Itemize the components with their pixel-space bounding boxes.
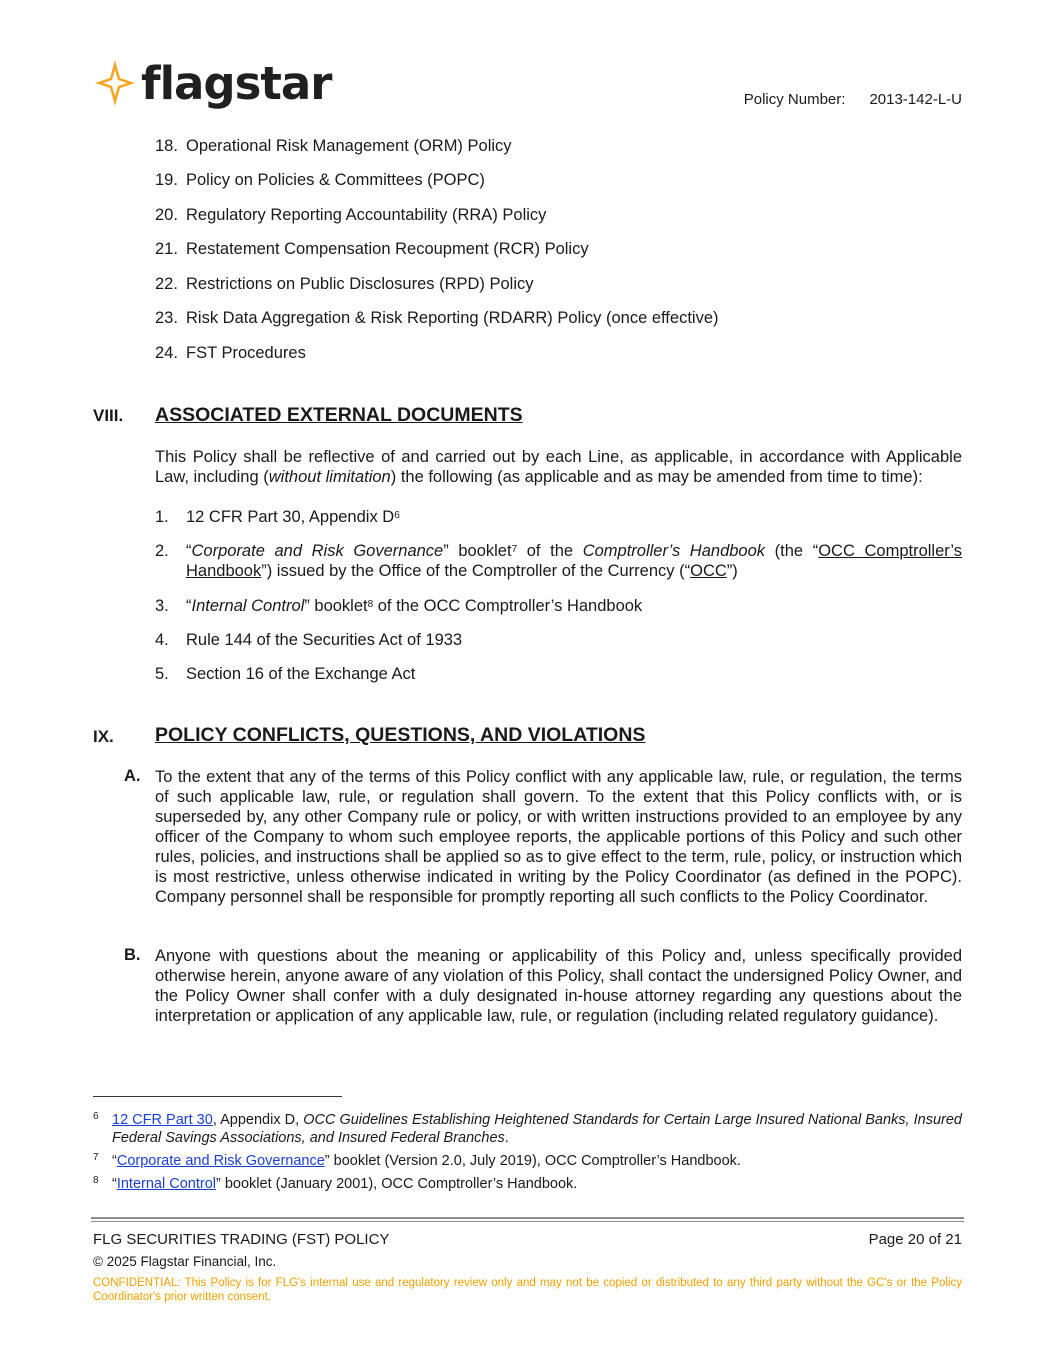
footer-copyright: © 2025 Flagstar Financial, Inc. [93, 1254, 277, 1269]
section-ix-title: POLICY CONFLICTS, QUESTIONS, AND VIOLATIONS [155, 724, 646, 746]
footer-rule [91, 1217, 964, 1219]
section-viii-title: ASSOCIATED EXTERNAL DOCUMENTS [155, 404, 523, 426]
list-item: 20. Regulatory Reporting Accountability (RRA) Policy [155, 206, 547, 224]
external-document-item: 2. “Corporate and Risk Governance” booklet$^7$ of the Comptroller’s Handbook (the “OCC Comptroller’s Handbook”) issued by the Office of the Comptroller of the Currency (“OCC”) [155, 542, 963, 580]
external-document-item: 5. Section 16 of the Exchange Act [155, 665, 416, 683]
list-item: 23. Risk Data Aggregation & Risk Reporting (RDARR) Policy (once effective) [155, 309, 719, 327]
section-ix-number: IX. [93, 727, 114, 746]
footnote-ref[interactable]: 6 [394, 510, 400, 521]
footnote-ref[interactable]: 7 [511, 544, 518, 555]
footnote-ref[interactable]: 8 [367, 599, 374, 610]
list-item: 21. Restatement Compensation Recoupment (RCR) Policy [155, 240, 589, 258]
footnote-8: 8 “Internal Control” booklet (January 2001), OCC Comptroller’s Handbook. [93, 1175, 578, 1192]
defined-term: OCC Comptroller’s Handbook [186, 542, 963, 580]
defined-term: OCC [690, 562, 727, 580]
footer-confidential-notice: CONFIDENTIAL: This Policy is for FLG's internal use and regulatory review only and may not be copied or distributed to any third party without the GC's or the Policy Coordinator's prior written consent. [93, 1277, 962, 1303]
footnote-link[interactable]: Internal Control [116, 1176, 216, 1192]
policy-number-value: 2013-142-L-U [869, 91, 962, 108]
list-item: 24. FST Procedures [155, 344, 306, 362]
clause-b-text: Anyone with questions about the meaning or applicability of this Policy and, unless specifically provided otherwise herein, anyone aware of any violation of this Policy, shall contact the undersigned Policy Owner, and the Policy Owner shall confer with a duly designated in-house attorney regarding any questions about the interpretation or application of any applicable law, rule, or regulation (including related regulatory guidance). [155, 947, 962, 1025]
footnote-7: 7 “Corporate and Risk Governance” booklet (Version 2.0, July 2019), OCC Comptroller’s Handbook. [93, 1152, 741, 1169]
footnote-separator [93, 1096, 342, 1097]
footer-title: FLG SECURITIES TRADING (FST) POLICY [93, 1231, 390, 1248]
footer-rule [91, 1221, 964, 1222]
external-document-item: 4. Rule 144 of the Securities Act of 1933 [155, 631, 463, 649]
footnote-link[interactable]: Corporate and Risk Governance [116, 1153, 325, 1169]
list-item: 18. Operational Risk Management (ORM) Policy [155, 137, 512, 155]
section-viii-number: VIII. [93, 406, 124, 425]
policy-number-label: Policy Number: [743, 91, 846, 108]
clause-a-text: To the extent that any of the terms of this Policy conflict with any applicable law, rule, or regulation, the terms of such applicable law, rule, or regulation shall govern. To the extent that this Policy conflicts with, or is superseded by, any other Company rule or policy, or with written instructions provided to an employee by any officer of the Company to whom such employee reports, the applicable portions of this Policy and such other rules, policies, and instructions shall be applied so as to give effect to the term, rule, policy, or instruction which is most restrictive, unless otherwise indicated in writing by the Policy Coordinator (as defined in the POPC). Company personnel shall be responsible for promptly reporting all such conflicts to the Policy Coordinator. [155, 768, 962, 906]
page-number: Page 20 of 21 [868, 1231, 962, 1248]
flagstar-star-icon [93, 58, 137, 108]
footnote-link[interactable]: 12 CFR Part 30 [112, 1112, 213, 1128]
section-viii-intro: This Policy shall be reflective of and carried out by each Line, as applicable, in accordance with Applicable Law, including (without limitation) the following (as applicable and as may be amended from time to time): [155, 448, 962, 486]
flagstar-logo [93, 58, 331, 108]
footnote-6: 6 12 CFR Part 30, Appendix D, OCC Guidelines Establishing Heightened Standards for Certain Large Insured National Banks, Insured Federal Savings Associations, and Insured Federal Branches. [93, 1111, 962, 1146]
external-document-item: 3. “Internal Control” booklet$^8$ of the OCC Comptroller’s Handbook [155, 597, 643, 615]
list-item: 22. Restrictions on Public Disclosures (RPD) Policy [155, 275, 534, 293]
clause-letter-a: A. [124, 767, 141, 785]
policy-number [744, 91, 962, 108]
list-item: 19. Policy on Policies & Committees (POPC) [155, 171, 485, 189]
clause-letter-b: B. [124, 946, 141, 964]
logo-wordmark: flagstar [141, 56, 332, 110]
external-document-item: 1. 12 CFR Part 30, Appendix $D^6$ [155, 508, 400, 526]
